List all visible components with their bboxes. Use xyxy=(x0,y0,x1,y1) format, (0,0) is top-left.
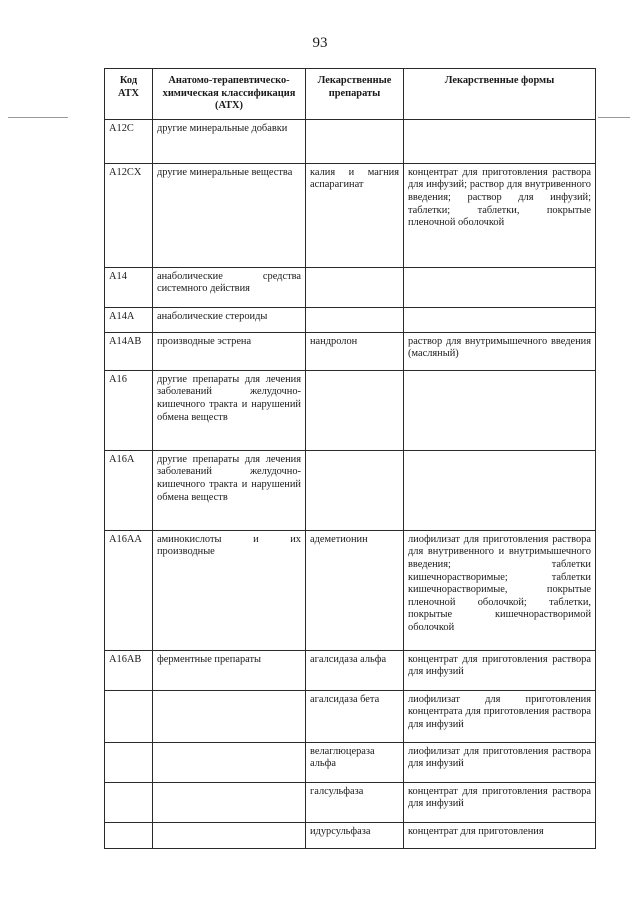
atx-code: A12CX xyxy=(105,163,153,267)
atx-code: A16AB xyxy=(105,650,153,690)
drug-forms: лиофилизат для приготовления раствора для внутривенного и внутримышечного введения; таблетки кишечнорастворимые; таблетки кишечнорастворимые, покрытые пленочной оболочкой; таблетки, покрытые кишечнорастворимой оболочкой xyxy=(404,530,596,650)
drug-name: нандролон xyxy=(306,332,404,370)
table-row xyxy=(105,267,596,307)
atx-code-continued xyxy=(105,690,153,742)
atx-classification: другие минеральные добавки xyxy=(153,119,306,163)
table-header-row xyxy=(105,69,596,120)
drug-name: адеметионин xyxy=(306,530,404,650)
scan-mark-right xyxy=(598,117,630,118)
drug-name: агалсидаза бета xyxy=(306,690,404,742)
atx-classification: другие минеральные вещества xyxy=(153,163,306,267)
drug-name xyxy=(306,370,404,450)
drug-forms: концентрат для приготовления раствора для инфузий xyxy=(404,782,596,822)
table-row xyxy=(105,650,596,690)
table-row xyxy=(105,307,596,332)
atx-code: A14 xyxy=(105,267,153,307)
table-row xyxy=(105,742,596,782)
drug-forms: лиофилизат для приготовления раствора для инфузий xyxy=(404,742,596,782)
atx-classification: аминокислоты и их производные xyxy=(153,530,306,650)
drug-forms: лиофилизат для приготовления концентрата для приготовления раствора для инфузий xyxy=(404,690,596,742)
drug-forms xyxy=(404,267,596,307)
drug-name xyxy=(306,267,404,307)
atx-classification: ферментные препараты xyxy=(153,650,306,690)
table-row xyxy=(105,530,596,650)
drug-forms xyxy=(404,119,596,163)
drug-name: велаглюцераза альфа xyxy=(306,742,404,782)
atx-code: A16AA xyxy=(105,530,153,650)
drug-forms: концентрат для приготовления раствора для инфузий; раствор для внутривенного введения; раствор для инфузий; таблетки; таблетки, покрытые пленочной оболочкой xyxy=(404,163,596,267)
atx-code-continued xyxy=(105,782,153,822)
table-row xyxy=(105,822,596,848)
atx-classification: производные эстрена xyxy=(153,332,306,370)
table-row xyxy=(105,450,596,530)
table-row xyxy=(105,119,596,163)
atx-classification-continued xyxy=(153,782,306,822)
drug-forms xyxy=(404,370,596,450)
atx-code: A14AB xyxy=(105,332,153,370)
drug-forms: концентрат для приготовления xyxy=(404,822,596,848)
drug-forms xyxy=(404,307,596,332)
drug-name xyxy=(306,307,404,332)
drug-forms: концентрат для приготовления раствора для инфузий xyxy=(404,650,596,690)
scan-mark-left xyxy=(8,117,68,118)
atx-classification: анаболические стероиды xyxy=(153,307,306,332)
atx-code: A16A xyxy=(105,450,153,530)
header-drugs: Лекарственные препараты xyxy=(306,69,404,120)
drug-forms: раствор для внутримышечного введения (масляный) xyxy=(404,332,596,370)
drug-name: агалсидаза альфа xyxy=(306,650,404,690)
atx-classification: другие препараты для лечения заболеваний желудочно-кишечного тракта и нарушений обмена веществ xyxy=(153,370,306,450)
atx-code-continued xyxy=(105,742,153,782)
page-number: 93 xyxy=(312,35,328,51)
atx-code-continued xyxy=(105,822,153,848)
header-classification: Анатомо-терапевтическо-химическая классификация (АТХ) xyxy=(153,69,306,120)
atx-code: A16 xyxy=(105,370,153,450)
table-row xyxy=(105,782,596,822)
atx-code: A12C xyxy=(105,119,153,163)
header-code: Код АТХ xyxy=(105,69,153,120)
atx-classification: другие препараты для лечения заболеваний желудочно-кишечного тракта и нарушений обмена веществ xyxy=(153,450,306,530)
atx-classification-continued xyxy=(153,822,306,848)
atx-code: A14A xyxy=(105,307,153,332)
header-forms: Лекарственные формы xyxy=(404,69,596,120)
drug-name: галсульфаза xyxy=(306,782,404,822)
atx-table xyxy=(104,68,596,849)
drug-name: калия и магния аспарагинат xyxy=(306,163,404,267)
drug-name xyxy=(306,119,404,163)
drug-name: идурсульфаза xyxy=(306,822,404,848)
drug-name xyxy=(306,450,404,530)
atx-classification-continued xyxy=(153,690,306,742)
table-row xyxy=(105,690,596,742)
atx-classification-continued xyxy=(153,742,306,782)
atx-classification: анаболические средства системного действия xyxy=(153,267,306,307)
table-row xyxy=(105,163,596,267)
table-row xyxy=(105,370,596,450)
table-row xyxy=(105,332,596,370)
drug-forms xyxy=(404,450,596,530)
